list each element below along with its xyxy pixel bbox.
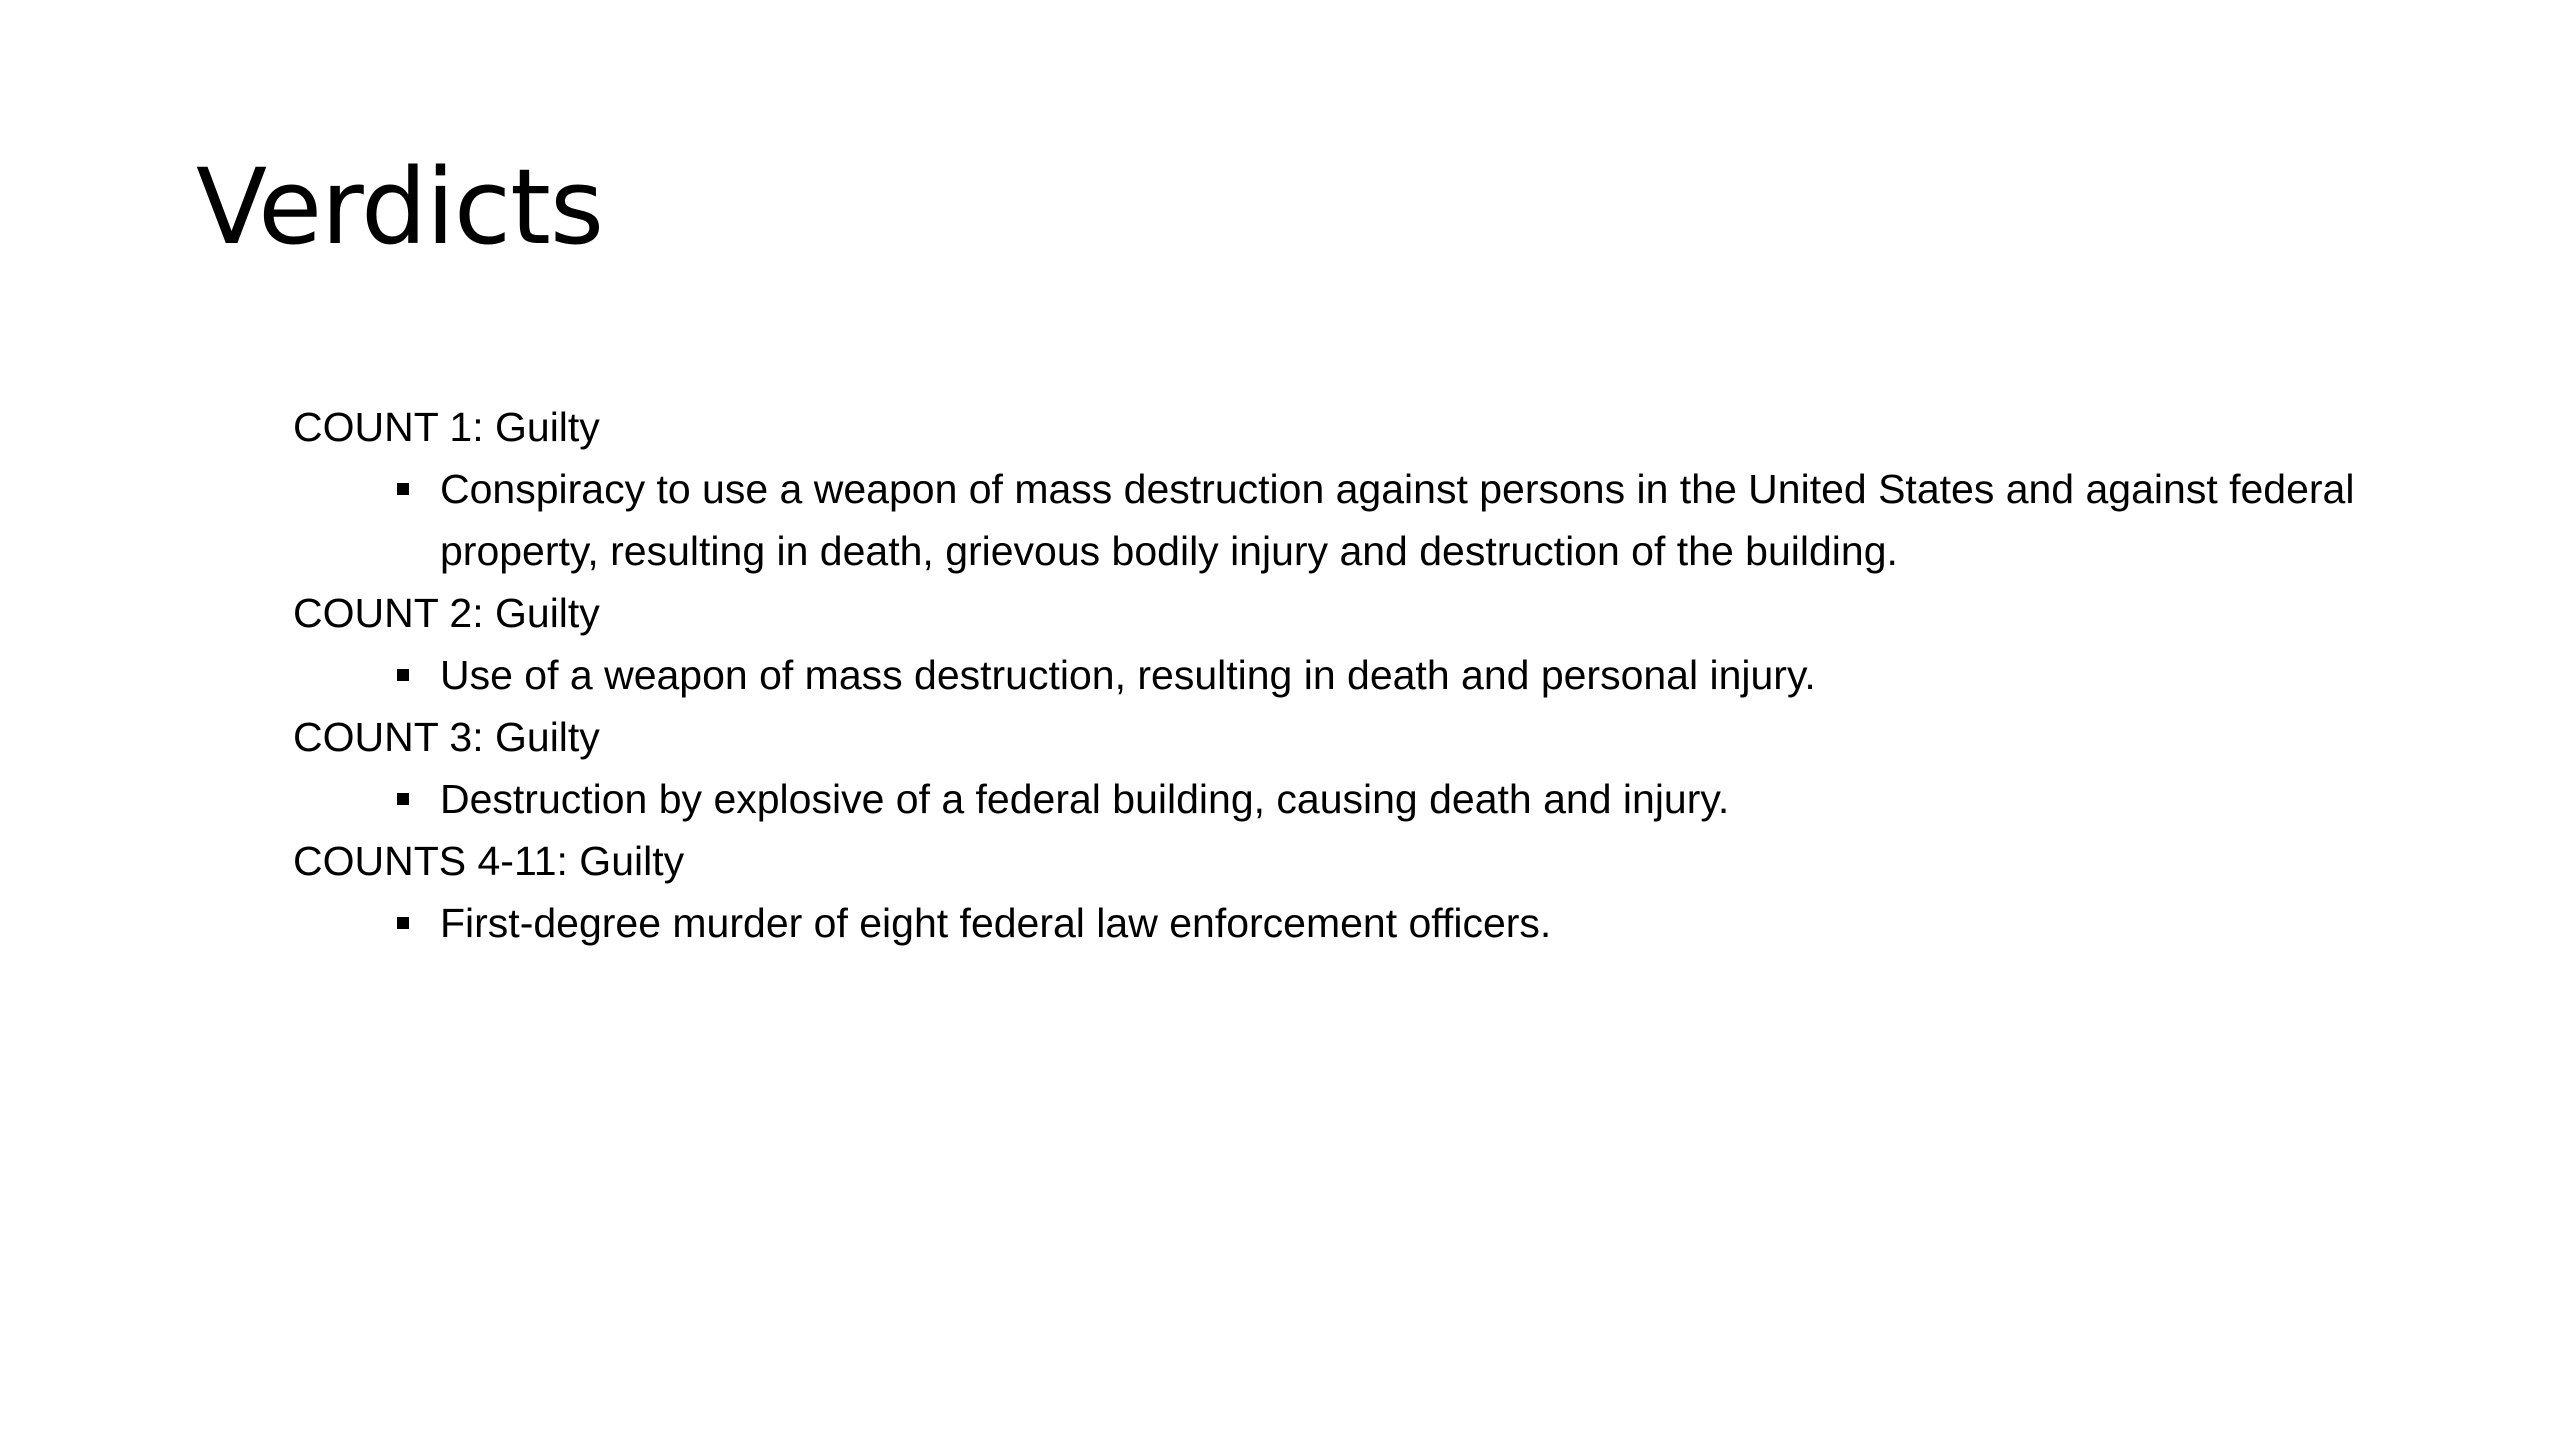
count-detail-text: Use of a weapon of mass destruction, resulting in death and personal injury.	[440, 652, 1816, 698]
count-detail-text: Destruction by explosive of a federal building, causing death and injury.	[440, 776, 1730, 822]
count-detail-list	[293, 892, 2393, 954]
count-detail-item	[293, 892, 2390, 954]
square-bullet-icon	[397, 793, 409, 805]
count-detail-text: Conspiracy to use a weapon of mass destruction against persons in the United States and against federal property, resulting in death, grievous bodily injury and destruction of the building.	[440, 466, 2355, 574]
count-heading: COUNT 2: Guilty	[293, 590, 600, 636]
slide-title: Verdicts	[196, 146, 604, 268]
square-bullet-icon	[397, 483, 409, 495]
slide-body	[293, 396, 2393, 954]
count-detail-item	[293, 768, 2390, 830]
count-detail-list	[293, 644, 2393, 706]
count-heading: COUNT 3: Guilty	[293, 714, 600, 760]
count-heading: COUNT 1: Guilty	[293, 404, 600, 450]
square-bullet-icon	[397, 917, 409, 929]
count-detail-text: First-degree murder of eight federal law enforcement officers.	[440, 900, 1552, 946]
count-detail-list	[293, 768, 2393, 830]
count-detail-item	[293, 644, 2390, 706]
square-bullet-icon	[397, 669, 409, 681]
count-detail-list	[293, 458, 2393, 582]
count-heading: COUNTS 4-11: Guilty	[293, 838, 685, 884]
count-detail-item	[293, 458, 2390, 582]
